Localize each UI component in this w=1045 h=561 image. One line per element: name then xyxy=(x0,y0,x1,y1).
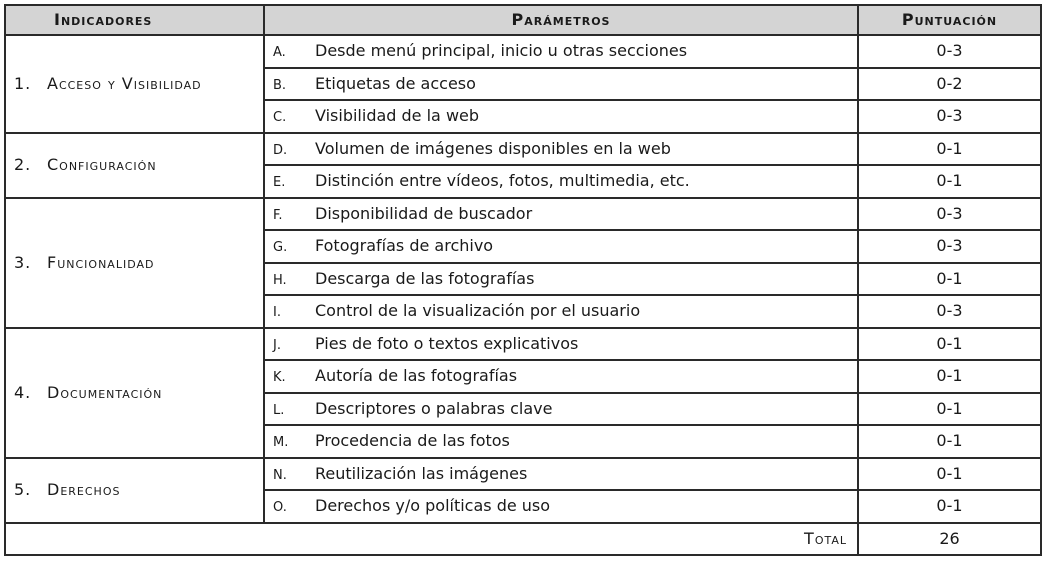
score-cell: 0-1 xyxy=(858,133,1041,166)
parameter-text: Control de la visualización por el usuario xyxy=(315,301,641,321)
indicators-table xyxy=(4,4,1042,556)
score-cell: 0-1 xyxy=(858,490,1041,523)
indicator-funcionalidad xyxy=(5,198,264,328)
parameter-text: Volumen de imágenes disponibles en la web xyxy=(315,138,671,158)
parameter-letter: D. xyxy=(273,142,288,158)
indicator-label: Derechos xyxy=(47,480,121,500)
parameter-letter: F. xyxy=(273,207,283,223)
score-cell: 0-3 xyxy=(858,35,1041,68)
header-parametros: Parámetros xyxy=(264,5,858,35)
parameter-text: Desde menú principal, inicio u otras secciones xyxy=(315,41,688,61)
parameter-letter: K. xyxy=(273,370,286,386)
parameter-cell xyxy=(264,198,858,231)
parameter-letter: I. xyxy=(273,305,281,321)
parameter-cell xyxy=(264,230,858,263)
parameter-text: Fotografías de archivo xyxy=(315,236,494,256)
parameter-text: Reutilización las imágenes xyxy=(315,463,528,483)
header-indicadores: Indicadores xyxy=(5,5,264,35)
total-value: 26 xyxy=(858,523,1041,556)
parameter-letter: G. xyxy=(273,240,288,256)
score-cell: 0-2 xyxy=(858,68,1041,101)
table-row xyxy=(5,35,1041,68)
parameter-letter: O. xyxy=(273,500,287,516)
score-cell: 0-1 xyxy=(858,263,1041,296)
parameter-text: Descarga de las fotografías xyxy=(315,268,535,288)
indicator-number: 1. xyxy=(14,73,32,93)
parameter-letter: E. xyxy=(273,175,286,191)
header-row xyxy=(5,5,1041,35)
parameter-text: Derechos y/o políticas de uso xyxy=(315,496,551,516)
parameter-cell xyxy=(264,393,858,426)
parameter-text: Etiquetas de acceso xyxy=(315,73,476,93)
parameter-text: Procedencia de las fotos xyxy=(315,431,510,451)
score-cell: 0-3 xyxy=(858,295,1041,328)
score-cell: 0-1 xyxy=(858,165,1041,198)
score-cell: 0-1 xyxy=(858,458,1041,491)
indicator-number: 2. xyxy=(14,155,32,175)
parameter-cell xyxy=(264,360,858,393)
score-cell: 0-3 xyxy=(858,100,1041,133)
parameter-cell xyxy=(264,295,858,328)
parameter-letter: L. xyxy=(273,402,285,418)
total-row xyxy=(5,523,1041,556)
indicator-label: Funcionalidad xyxy=(47,252,155,272)
header-puntuacion: Puntuación xyxy=(858,5,1041,35)
parameter-letter: H. xyxy=(273,272,287,288)
table-row xyxy=(5,458,1041,491)
parameter-cell xyxy=(264,35,858,68)
indicator-label: Acceso y Visibilidad xyxy=(47,73,202,93)
parameter-cell xyxy=(264,425,858,458)
parameter-letter: M. xyxy=(273,435,289,451)
parameter-text: Autoría de las fotografías xyxy=(315,366,518,386)
parameter-cell xyxy=(264,458,858,491)
parameter-cell xyxy=(264,100,858,133)
indicator-configuracion xyxy=(5,133,264,198)
indicator-number: 4. xyxy=(14,382,32,402)
parameter-cell xyxy=(264,165,858,198)
total-label: Total xyxy=(5,523,858,556)
parameter-letter: J. xyxy=(273,337,281,353)
indicator-derechos xyxy=(5,458,264,523)
parameter-text: Pies de foto o textos explicativos xyxy=(315,333,579,353)
indicator-number: 3. xyxy=(14,252,32,272)
score-cell: 0-1 xyxy=(858,393,1041,426)
table-row xyxy=(5,328,1041,361)
score-cell: 0-3 xyxy=(858,198,1041,231)
indicator-documentacion xyxy=(5,328,264,458)
indicator-label: Documentación xyxy=(47,382,163,402)
score-cell: 0-1 xyxy=(858,425,1041,458)
parameter-text: Distinción entre vídeos, fotos, multimedia, etc. xyxy=(315,171,690,191)
indicator-number: 5. xyxy=(14,480,32,500)
parameter-cell xyxy=(264,133,858,166)
parameter-cell xyxy=(264,328,858,361)
parameter-text: Disponibilidad de buscador xyxy=(315,203,533,223)
score-cell: 0-3 xyxy=(858,230,1041,263)
parameter-text: Descriptores o palabras clave xyxy=(315,398,553,418)
parameter-letter: C. xyxy=(273,110,287,126)
parameter-cell xyxy=(264,490,858,523)
score-cell: 0-1 xyxy=(858,360,1041,393)
parameter-text: Visibilidad de la web xyxy=(315,106,480,126)
table-row xyxy=(5,198,1041,231)
table-row xyxy=(5,133,1041,166)
parameter-cell xyxy=(264,263,858,296)
indicator-acceso-visibilidad xyxy=(5,35,264,133)
parameter-letter: B. xyxy=(273,77,287,93)
score-cell: 0-1 xyxy=(858,328,1041,361)
indicator-label: Configuración xyxy=(47,155,157,175)
parameter-letter: N. xyxy=(273,467,287,483)
parameter-letter: A. xyxy=(273,45,286,61)
parameter-cell xyxy=(264,68,858,101)
